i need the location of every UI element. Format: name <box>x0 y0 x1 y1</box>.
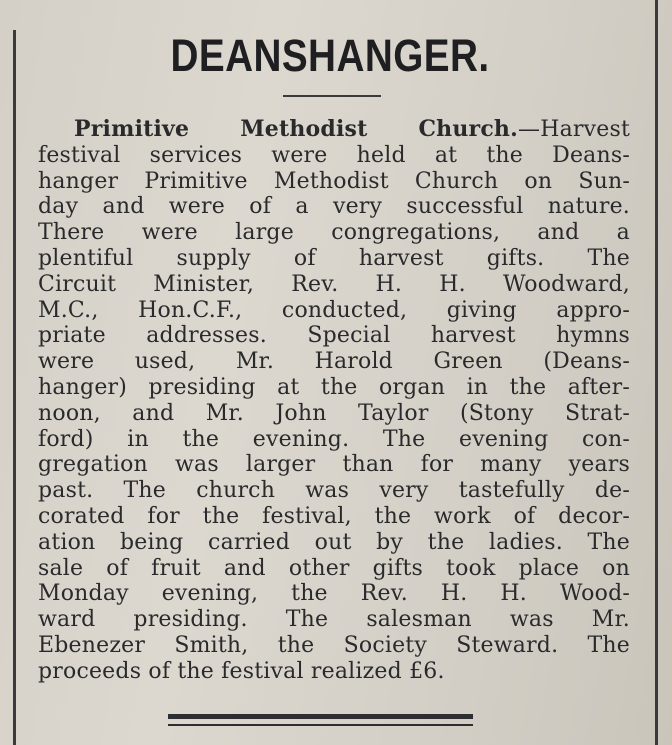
article-line: day and were of a very successful nature. <box>38 194 630 220</box>
article-line: hanger) presiding at the organ in the after- <box>38 374 630 400</box>
headline: DEANSHANGER. <box>170 30 490 81</box>
headline-divider <box>283 95 381 97</box>
article-line: Circuit Minister, Rev. H. H. Woodward, <box>38 271 630 297</box>
article-line: sale of fruit and other gifts took place on <box>38 555 630 581</box>
article-line: noon, and Mr. John Taylor (Stony Strat- <box>38 400 630 426</box>
article-body <box>38 117 630 685</box>
article-line: ford) in the evening. The evening con- <box>38 426 630 452</box>
column-rule-right <box>655 0 658 745</box>
article-line: were used, Mr. Harold Green (Deans- <box>38 349 630 375</box>
article-line: Ebenezer Smith, the Society Steward. The <box>38 632 630 658</box>
article-line: past. The church was very tastefully de- <box>38 478 630 504</box>
end-rule-thin <box>168 724 473 726</box>
article-line: festival services were held at the Deans- <box>38 142 630 168</box>
article-line-text: —Harvest <box>518 117 630 142</box>
article-line: ward presiding. The salesman was Mr. <box>38 607 630 633</box>
article-line: M.C., Hon.C.F., conducted, giving appro- <box>38 297 630 323</box>
end-rule-thick <box>168 714 473 719</box>
article-line: Monday evening, the Rev. H. H. Wood- <box>38 581 630 607</box>
article-line: proceeds of the festival realized £6. <box>38 658 445 684</box>
article-line: hanger Primitive Methodist Church on Sun- <box>38 168 630 194</box>
article-line <box>38 117 630 143</box>
article-line: plentiful supply of harvest gifts. The <box>38 245 630 271</box>
column-rule-left <box>13 30 16 745</box>
article-line: gregation was larger than for many years <box>38 452 630 478</box>
article-line: priate addresses. Special harvest hymns <box>38 323 630 349</box>
article-lead: Primitive Methodist Church. <box>74 116 518 142</box>
article-line: There were large congregations, and a <box>38 220 630 246</box>
article-line: ation being carried out by the ladies. The <box>38 529 630 555</box>
article-line: corated for the festival, the work of decor- <box>38 503 630 529</box>
